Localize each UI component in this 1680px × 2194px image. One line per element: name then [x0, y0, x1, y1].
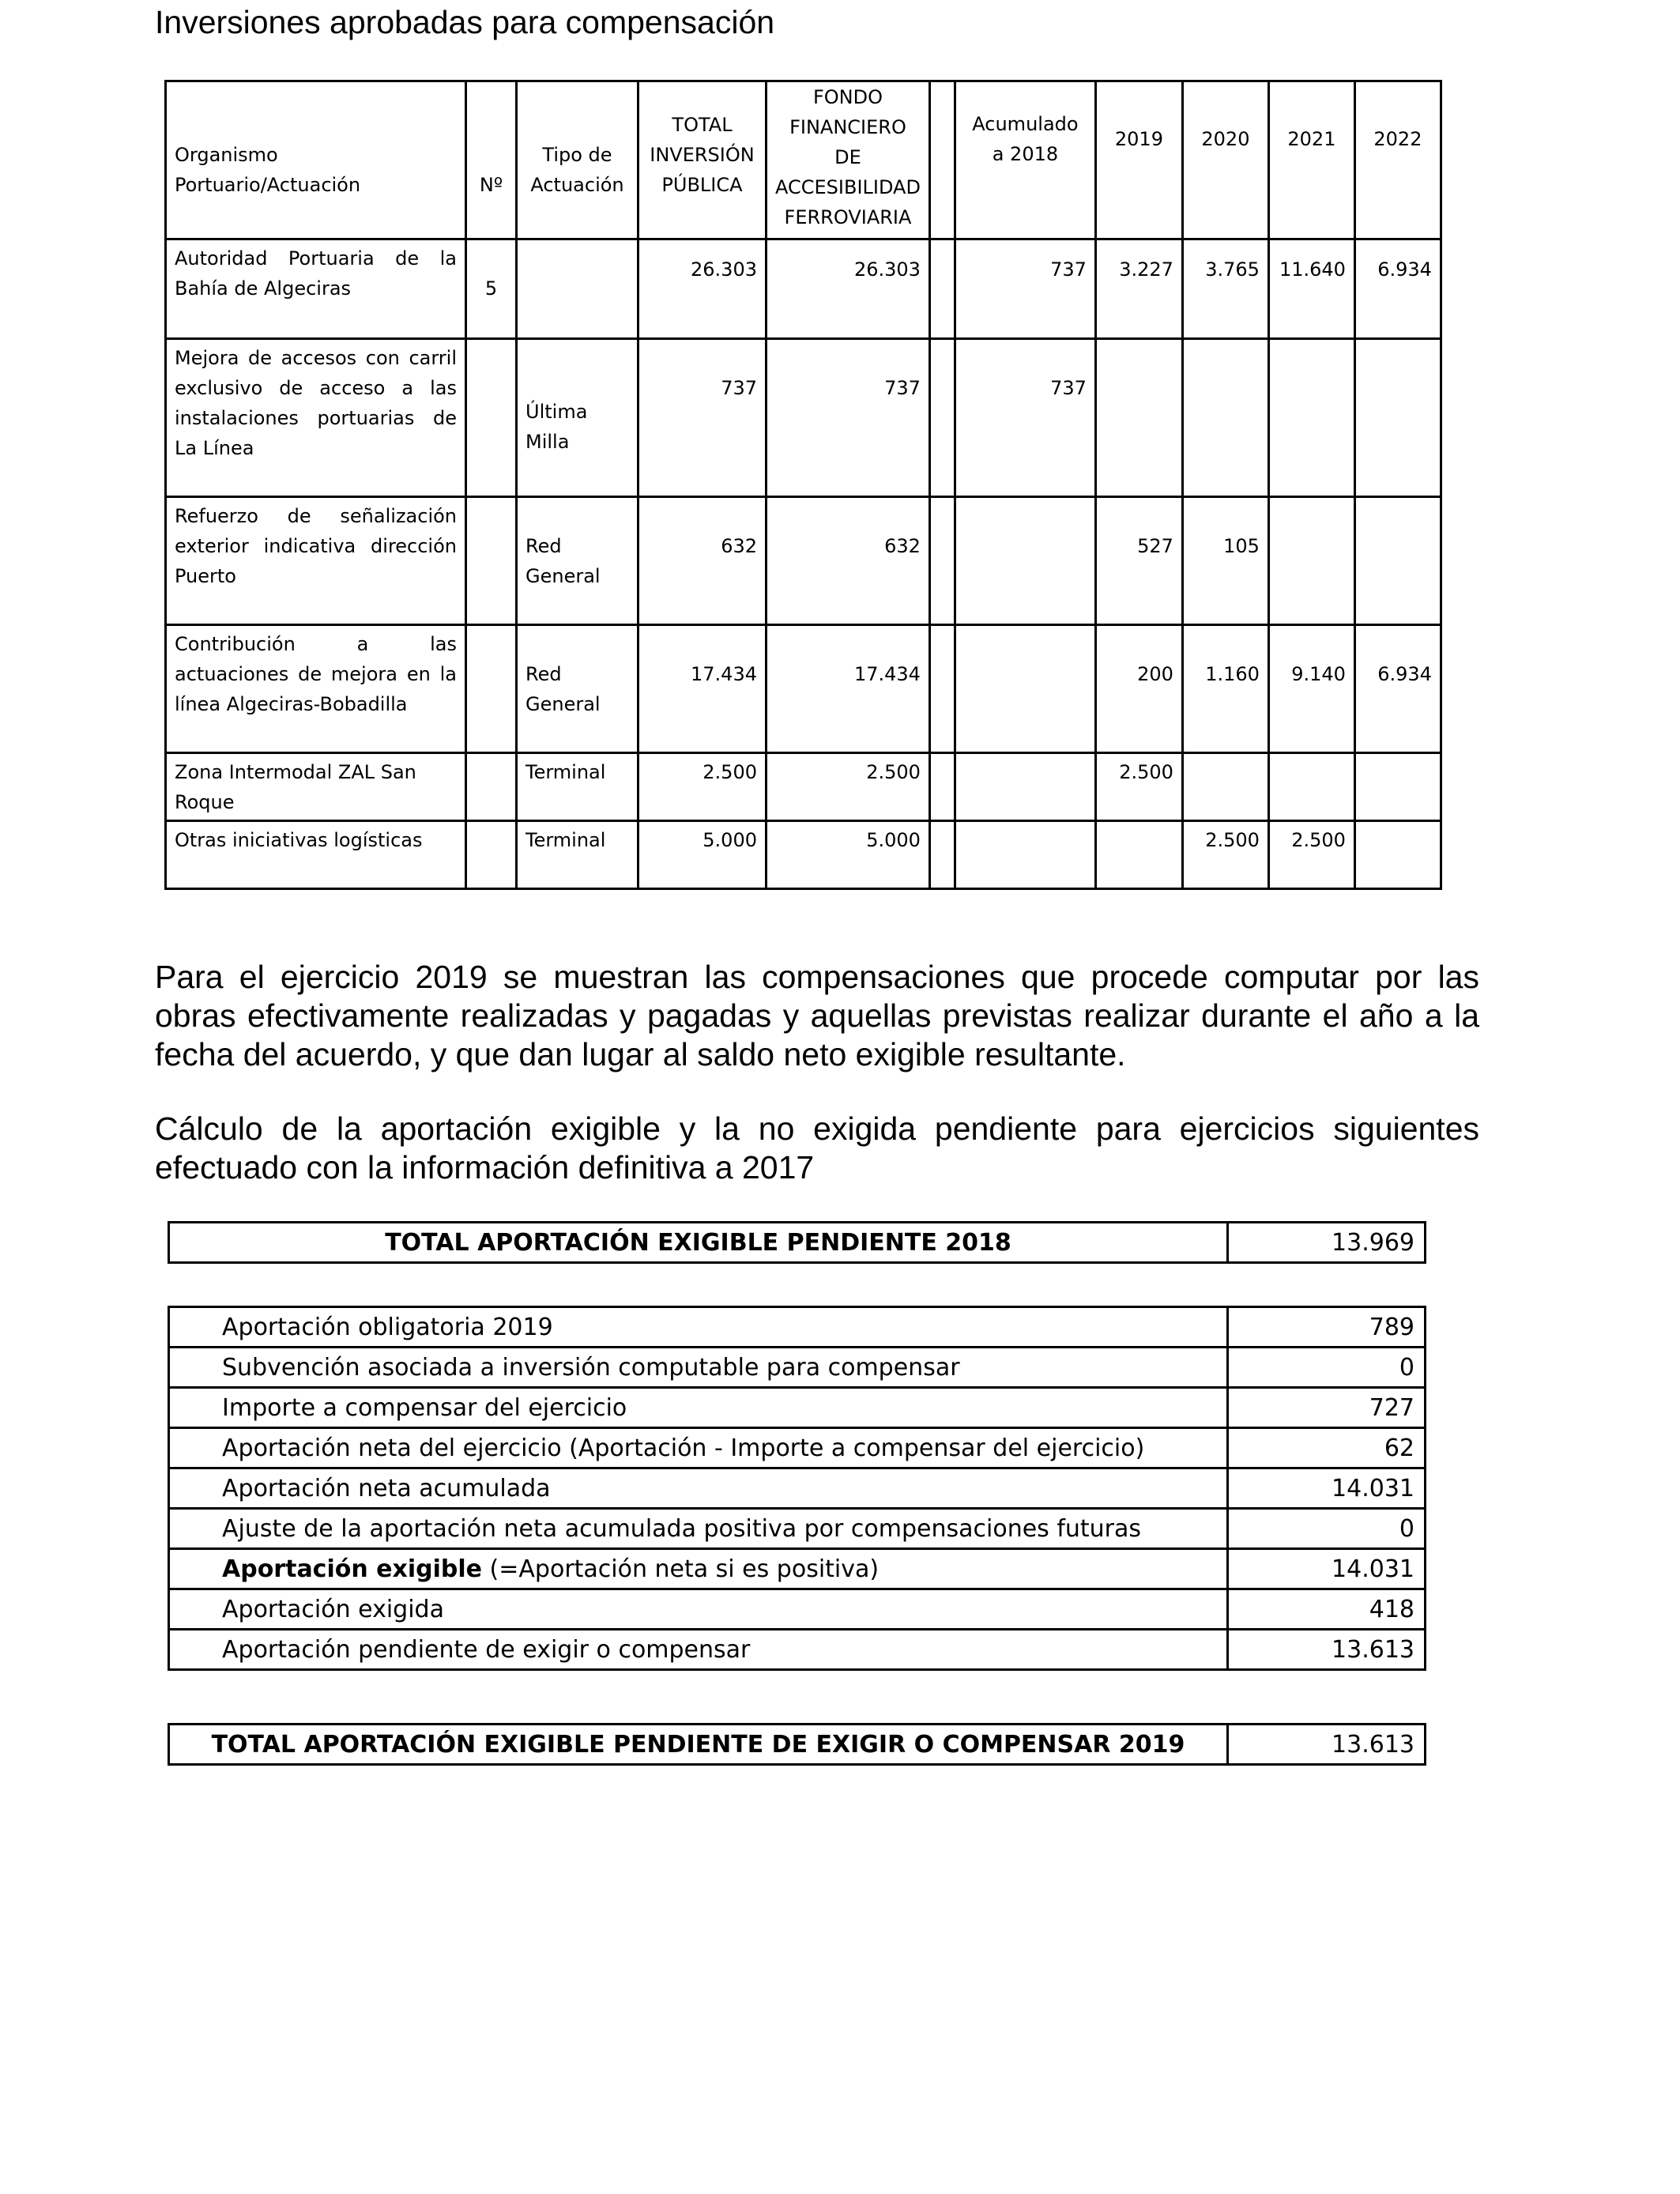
- cell-2021: 11.640: [1268, 239, 1354, 339]
- header-2022: 2022: [1354, 81, 1441, 239]
- cell-2019: 200: [1095, 625, 1182, 753]
- cell-fondo: 632: [767, 497, 930, 625]
- cell-2019: 3.227: [1095, 239, 1182, 339]
- cell-2022: [1354, 497, 1441, 625]
- total-2019-value: 13.613: [1228, 1725, 1426, 1765]
- cell-2021: 9.140: [1268, 625, 1354, 753]
- table-row: [169, 1428, 1426, 1468]
- table-row: [169, 1388, 1426, 1428]
- calc-value: 789: [1228, 1307, 1426, 1348]
- header-empty: [929, 81, 955, 239]
- calc-value: 418: [1228, 1589, 1426, 1630]
- header-tipo: Tipo de Actuación: [517, 81, 638, 239]
- calc-table: [168, 1306, 1426, 1671]
- total-2018-value: 13.969: [1228, 1223, 1426, 1263]
- cell-2020: 3.765: [1182, 239, 1268, 339]
- calc-value: 62: [1228, 1428, 1426, 1468]
- cell-total: 26.303: [638, 239, 767, 339]
- cell-total: 5.000: [638, 821, 767, 889]
- cell-fondo: 5.000: [767, 821, 930, 889]
- calc-value: 14.031: [1228, 1468, 1426, 1509]
- cell-2022: 6.934: [1354, 239, 1441, 339]
- cell-2019: 527: [1095, 497, 1182, 625]
- table-row: [169, 1630, 1426, 1670]
- paragraph-ejercicio-2019: Para el ejercicio 2019 se muestran las compensaciones que procede computar por las obras efectivamente realizadas y pagadas y aquellas previstas realizar durante el año a la fecha del acuerdo, y que dan lugar al saldo neto exigible resultante.: [155, 959, 1479, 1072]
- cell-fondo: 737: [767, 339, 930, 497]
- cell-acumulado: 737: [955, 239, 1095, 339]
- header-organismo: Organismo Portuario/Actuación: [166, 81, 466, 239]
- cell-2020: 2.500: [1182, 821, 1268, 889]
- cell-total: 737: [638, 339, 767, 497]
- header-2019: 2019: [1095, 81, 1182, 239]
- table-row: [166, 753, 1441, 821]
- cell-acumulado: [955, 821, 1095, 889]
- cell-organismo: Zona Intermodal ZAL San Roque: [166, 753, 466, 821]
- header-fondo: FONDO FINANCIERO DE ACCESIBILIDAD FERROVIARIA: [767, 81, 930, 239]
- total-2018-table: [168, 1221, 1426, 1264]
- cell-organismo: Contribución a las actuaciones de mejora en la línea Algeciras-Bobadilla: [166, 625, 466, 753]
- cell-empty: [929, 239, 955, 339]
- table-row: [169, 1307, 1426, 1348]
- cell-numero: [466, 625, 517, 753]
- cell-empty: [929, 625, 955, 753]
- calc-label: Importe a compensar del ejercicio: [169, 1388, 1228, 1428]
- cell-numero: [466, 821, 517, 889]
- cell-tipo: Terminal: [517, 821, 638, 889]
- table-row: [166, 239, 1441, 339]
- calc-label: [169, 1549, 1228, 1589]
- investments-table: [164, 80, 1442, 890]
- calc-value: 0: [1228, 1509, 1426, 1549]
- cell-2019: [1095, 821, 1182, 889]
- cell-2021: [1268, 753, 1354, 821]
- header-2021: 2021: [1268, 81, 1354, 239]
- cell-fondo: 17.434: [767, 625, 930, 753]
- cell-empty: [929, 339, 955, 497]
- total-2018-row: [169, 1223, 1426, 1263]
- cell-acumulado: [955, 625, 1095, 753]
- cell-2021: [1268, 497, 1354, 625]
- cell-2022: [1354, 753, 1441, 821]
- table-row: [166, 821, 1441, 889]
- cell-tipo: Red General: [517, 625, 638, 753]
- cell-organismo: Autoridad Portuaria de la Bahía de Algeciras: [166, 239, 466, 339]
- calc-label: Aportación neta acumulada: [169, 1468, 1228, 1509]
- header-total: TOTAL INVERSIÓN PÚBLICA: [638, 81, 767, 239]
- calc-label: Ajuste de la aportación neta acumulada positiva por compensaciones futuras: [169, 1509, 1228, 1549]
- cell-fondo: 26.303: [767, 239, 930, 339]
- calc-label-rest: (=Aportación neta si es positiva): [482, 1555, 880, 1583]
- table-header-row: [166, 81, 1441, 239]
- cell-organismo: Refuerzo de señalización exterior indicativa dirección Puerto: [166, 497, 466, 625]
- cell-numero: [466, 497, 517, 625]
- cell-numero: 5: [466, 239, 517, 339]
- page-title: Inversiones aprobadas para compensación: [155, 4, 775, 40]
- cell-fondo: 2.500: [767, 753, 930, 821]
- cell-numero: [466, 753, 517, 821]
- table-row: [169, 1348, 1426, 1388]
- calc-value: 13.613: [1228, 1630, 1426, 1670]
- cell-empty: [929, 497, 955, 625]
- calc-label: Aportación exigida: [169, 1589, 1228, 1630]
- cell-tipo: [517, 239, 638, 339]
- cell-2020: [1182, 753, 1268, 821]
- calc-value: 14.031: [1228, 1549, 1426, 1589]
- total-2019-table: [168, 1723, 1426, 1766]
- table-row: [169, 1589, 1426, 1630]
- cell-2022: [1354, 339, 1441, 497]
- paragraph-calculo: Cálculo de la aportación exigible y la no exigida pendiente para ejercicios siguientes efectuado con la información definitiva a 2017: [155, 1110, 1479, 1186]
- cell-numero: [466, 339, 517, 497]
- total-2019-row: [169, 1725, 1426, 1765]
- cell-2019: 2.500: [1095, 753, 1182, 821]
- cell-2020: 105: [1182, 497, 1268, 625]
- cell-tipo: Red General: [517, 497, 638, 625]
- cell-total: 632: [638, 497, 767, 625]
- calc-label: Aportación neta del ejercicio (Aportación - Importe a compensar del ejercicio): [169, 1428, 1228, 1468]
- cell-2019: [1095, 339, 1182, 497]
- calc-value: 727: [1228, 1388, 1426, 1428]
- calc-label-bold: Aportación exigible: [222, 1555, 483, 1583]
- cell-tipo: Terminal: [517, 753, 638, 821]
- total-2018-label: TOTAL APORTACIÓN EXIGIBLE PENDIENTE 2018: [169, 1223, 1228, 1263]
- calc-label: Subvención asociada a inversión computable para compensar: [169, 1348, 1228, 1388]
- table-row: [169, 1509, 1426, 1549]
- cell-organismo: Mejora de accesos con carril exclusivo de acceso a las instalaciones portuarias de La Línea: [166, 339, 466, 497]
- cell-acumulado: [955, 753, 1095, 821]
- table-row: [166, 497, 1441, 625]
- cell-tipo: Última Milla: [517, 339, 638, 497]
- header-2020: 2020: [1182, 81, 1268, 239]
- calc-value: 0: [1228, 1348, 1426, 1388]
- calc-label: Aportación obligatoria 2019: [169, 1307, 1228, 1348]
- cell-acumulado: 737: [955, 339, 1095, 497]
- header-acumulado: Acumulado a 2018: [955, 81, 1095, 239]
- cell-2022: [1354, 821, 1441, 889]
- header-numero: Nº: [466, 81, 517, 239]
- cell-empty: [929, 753, 955, 821]
- total-2019-label: TOTAL APORTACIÓN EXIGIBLE PENDIENTE DE EXIGIR O COMPENSAR 2019: [169, 1725, 1228, 1765]
- cell-2021: [1268, 339, 1354, 497]
- cell-2020: 1.160: [1182, 625, 1268, 753]
- cell-2020: [1182, 339, 1268, 497]
- cell-2022: 6.934: [1354, 625, 1441, 753]
- cell-empty: [929, 821, 955, 889]
- cell-total: 17.434: [638, 625, 767, 753]
- cell-2021: 2.500: [1268, 821, 1354, 889]
- table-row: [166, 625, 1441, 753]
- cell-organismo: Otras iniciativas logísticas: [166, 821, 466, 889]
- table-row: [169, 1468, 1426, 1509]
- table-row: [169, 1549, 1426, 1589]
- cell-total: 2.500: [638, 753, 767, 821]
- cell-acumulado: [955, 497, 1095, 625]
- calc-label: Aportación pendiente de exigir o compensar: [169, 1630, 1228, 1670]
- table-row: [166, 339, 1441, 497]
